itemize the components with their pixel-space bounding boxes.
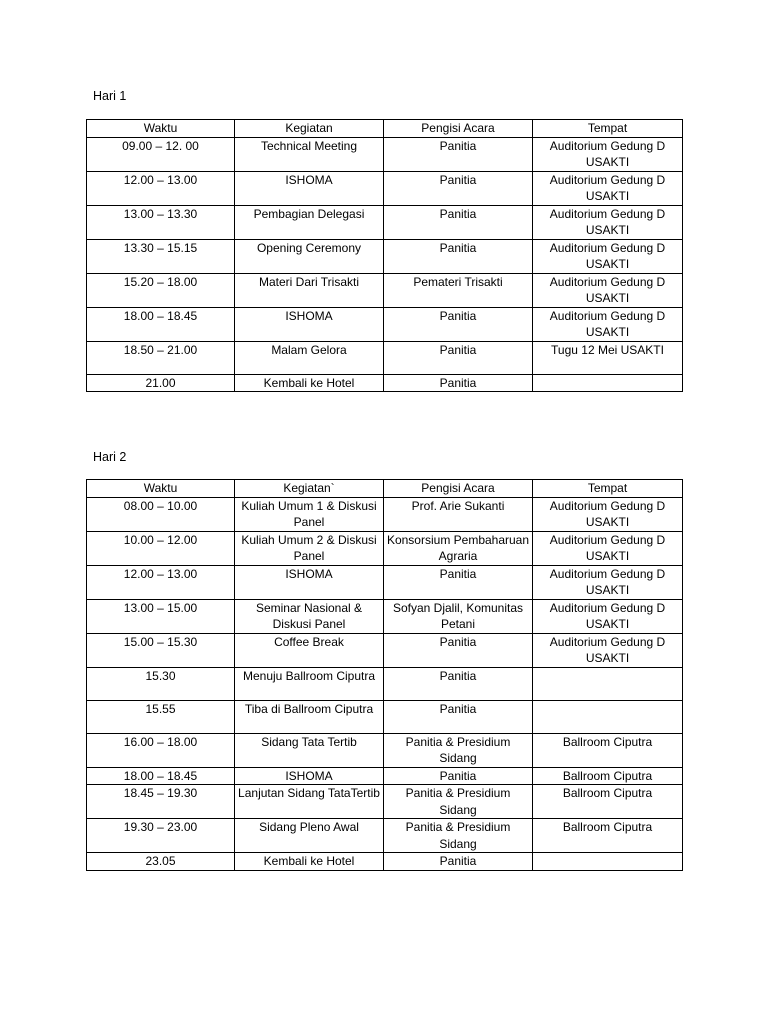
cell-tempat: Auditorium Gedung D USAKTI: [533, 239, 683, 273]
cell-kegiatan: Coffee Break: [235, 633, 384, 667]
table-row: [87, 273, 683, 307]
cell-waktu: 18.50 – 21.00: [87, 341, 235, 374]
table-row: [87, 733, 683, 767]
cell-waktu: 19.30 – 23.00: [87, 819, 235, 853]
cell-waktu: 15.00 – 15.30: [87, 633, 235, 667]
table-row: [87, 497, 683, 531]
table-row: [87, 171, 683, 205]
cell-pengisi-acara: Panitia: [384, 667, 533, 700]
header-tempat: Tempat: [533, 480, 683, 498]
cell-kegiatan: Pembagian Delegasi: [235, 205, 384, 239]
cell-waktu: 12.00 – 13.00: [87, 171, 235, 205]
table-row: [87, 633, 683, 667]
cell-pengisi-acara: Pemateri Trisakti: [384, 273, 533, 307]
cell-pengisi-acara: Panitia & Presidium Sidang: [384, 819, 533, 853]
cell-pengisi-acara: Sofyan Djalil, Komunitas Petani: [384, 599, 533, 633]
cell-pengisi-acara: Panitia: [384, 633, 533, 667]
cell-kegiatan: ISHOMA: [235, 565, 384, 599]
cell-tempat: [533, 853, 683, 871]
table-row: [87, 853, 683, 871]
cell-kegiatan: ISHOMA: [235, 767, 384, 785]
cell-tempat: Auditorium Gedung D USAKTI: [533, 171, 683, 205]
cell-tempat: Ballroom Ciputra: [533, 819, 683, 853]
cell-waktu: 18.00 – 18.45: [87, 307, 235, 341]
table-row: [87, 341, 683, 374]
table-row: [87, 531, 683, 565]
cell-kegiatan: Seminar Nasional & Diskusi Panel: [235, 599, 384, 633]
cell-kegiatan: Kuliah Umum 2 & Diskusi Panel: [235, 531, 384, 565]
table-header-row: [87, 480, 683, 498]
cell-pengisi-acara: Panitia: [384, 565, 533, 599]
header-waktu: Waktu: [87, 120, 235, 138]
table-row: [87, 374, 683, 392]
table-row: [87, 307, 683, 341]
cell-waktu: 15.55: [87, 700, 235, 733]
cell-tempat: [533, 667, 683, 700]
cell-tempat: Auditorium Gedung D USAKTI: [533, 531, 683, 565]
header-pengisi-acara: Pengisi Acara: [384, 480, 533, 498]
table-row: [87, 565, 683, 599]
day2-heading: Hari 2: [93, 450, 127, 464]
cell-kegiatan: Kembali ke Hotel: [235, 853, 384, 871]
cell-kegiatan: Materi Dari Trisakti: [235, 273, 384, 307]
cell-pengisi-acara: Panitia: [384, 853, 533, 871]
cell-tempat: [533, 700, 683, 733]
cell-pengisi-acara: Panitia & Presidium Sidang: [384, 733, 533, 767]
table-row: [87, 700, 683, 733]
table-row: [87, 785, 683, 819]
day1-heading: Hari 1: [93, 89, 127, 103]
cell-kegiatan: ISHOMA: [235, 307, 384, 341]
cell-tempat: Ballroom Ciputra: [533, 733, 683, 767]
cell-waktu: 10.00 – 12.00: [87, 531, 235, 565]
header-kegiatan: Kegiatan: [235, 120, 384, 138]
cell-pengisi-acara: Prof. Arie Sukanti: [384, 497, 533, 531]
header-pengisi-acara: Pengisi Acara: [384, 120, 533, 138]
cell-waktu: 12.00 – 13.00: [87, 565, 235, 599]
cell-tempat: Auditorium Gedung D USAKTI: [533, 205, 683, 239]
cell-kegiatan: Opening Ceremony: [235, 239, 384, 273]
table-row: [87, 767, 683, 785]
cell-tempat: Tugu 12 Mei USAKTI: [533, 341, 683, 374]
table-header-row: [87, 120, 683, 138]
cell-pengisi-acara: Panitia: [384, 700, 533, 733]
cell-pengisi-acara: Panitia: [384, 239, 533, 273]
cell-kegiatan: Malam Gelora: [235, 341, 384, 374]
header-tempat: Tempat: [533, 120, 683, 138]
cell-pengisi-acara: Panitia: [384, 171, 533, 205]
cell-pengisi-acara: Panitia & Presidium Sidang: [384, 785, 533, 819]
cell-waktu: 15.30: [87, 667, 235, 700]
cell-tempat: Auditorium Gedung D USAKTI: [533, 273, 683, 307]
cell-waktu: 13.00 – 15.00: [87, 599, 235, 633]
cell-pengisi-acara: Panitia: [384, 374, 533, 392]
header-kegiatan: Kegiatan`: [235, 480, 384, 498]
header-waktu: Waktu: [87, 480, 235, 498]
cell-kegiatan: ISHOMA: [235, 171, 384, 205]
cell-tempat: Auditorium Gedung D USAKTI: [533, 497, 683, 531]
table-row: [87, 137, 683, 171]
cell-waktu: 15.20 – 18.00: [87, 273, 235, 307]
cell-kegiatan: Tiba di Ballroom Ciputra: [235, 700, 384, 733]
cell-kegiatan: Kuliah Umum 1 & Diskusi Panel: [235, 497, 384, 531]
cell-tempat: Auditorium Gedung D USAKTI: [533, 633, 683, 667]
cell-waktu: 09.00 – 12. 00: [87, 137, 235, 171]
cell-kegiatan: Menuju Ballroom Ciputra: [235, 667, 384, 700]
cell-kegiatan: Sidang Tata Tertib: [235, 733, 384, 767]
cell-waktu: 08.00 – 10.00: [87, 497, 235, 531]
cell-waktu: 18.45 – 19.30: [87, 785, 235, 819]
cell-waktu: 21.00: [87, 374, 235, 392]
cell-waktu: 13.00 – 13.30: [87, 205, 235, 239]
cell-waktu: 13.30 – 15.15: [87, 239, 235, 273]
cell-pengisi-acara: Panitia: [384, 307, 533, 341]
cell-kegiatan: Kembali ke Hotel: [235, 374, 384, 392]
cell-pengisi-acara: Panitia: [384, 137, 533, 171]
cell-kegiatan: Technical Meeting: [235, 137, 384, 171]
cell-pengisi-acara: Panitia: [384, 767, 533, 785]
cell-tempat: Ballroom Ciputra: [533, 767, 683, 785]
cell-tempat: Auditorium Gedung D USAKTI: [533, 137, 683, 171]
table-row: [87, 205, 683, 239]
table-row: [87, 667, 683, 700]
cell-tempat: Ballroom Ciputra: [533, 785, 683, 819]
cell-pengisi-acara: Konsorsium Pembaharuan Agraria: [384, 531, 533, 565]
cell-tempat: [533, 374, 683, 392]
cell-pengisi-acara: Panitia: [384, 205, 533, 239]
cell-tempat: Auditorium Gedung D USAKTI: [533, 307, 683, 341]
cell-waktu: 16.00 – 18.00: [87, 733, 235, 767]
cell-tempat: Auditorium Gedung D USAKTI: [533, 599, 683, 633]
day2-schedule-table: [86, 479, 683, 871]
cell-kegiatan: Lanjutan Sidang TataTertib: [235, 785, 384, 819]
cell-tempat: Auditorium Gedung D USAKTI: [533, 565, 683, 599]
cell-waktu: 18.00 – 18.45: [87, 767, 235, 785]
cell-waktu: 23.05: [87, 853, 235, 871]
table-row: [87, 599, 683, 633]
table-row: [87, 819, 683, 853]
cell-pengisi-acara: Panitia: [384, 341, 533, 374]
cell-kegiatan: Sidang Pleno Awal: [235, 819, 384, 853]
day1-schedule-table: [86, 119, 683, 392]
table-row: [87, 239, 683, 273]
